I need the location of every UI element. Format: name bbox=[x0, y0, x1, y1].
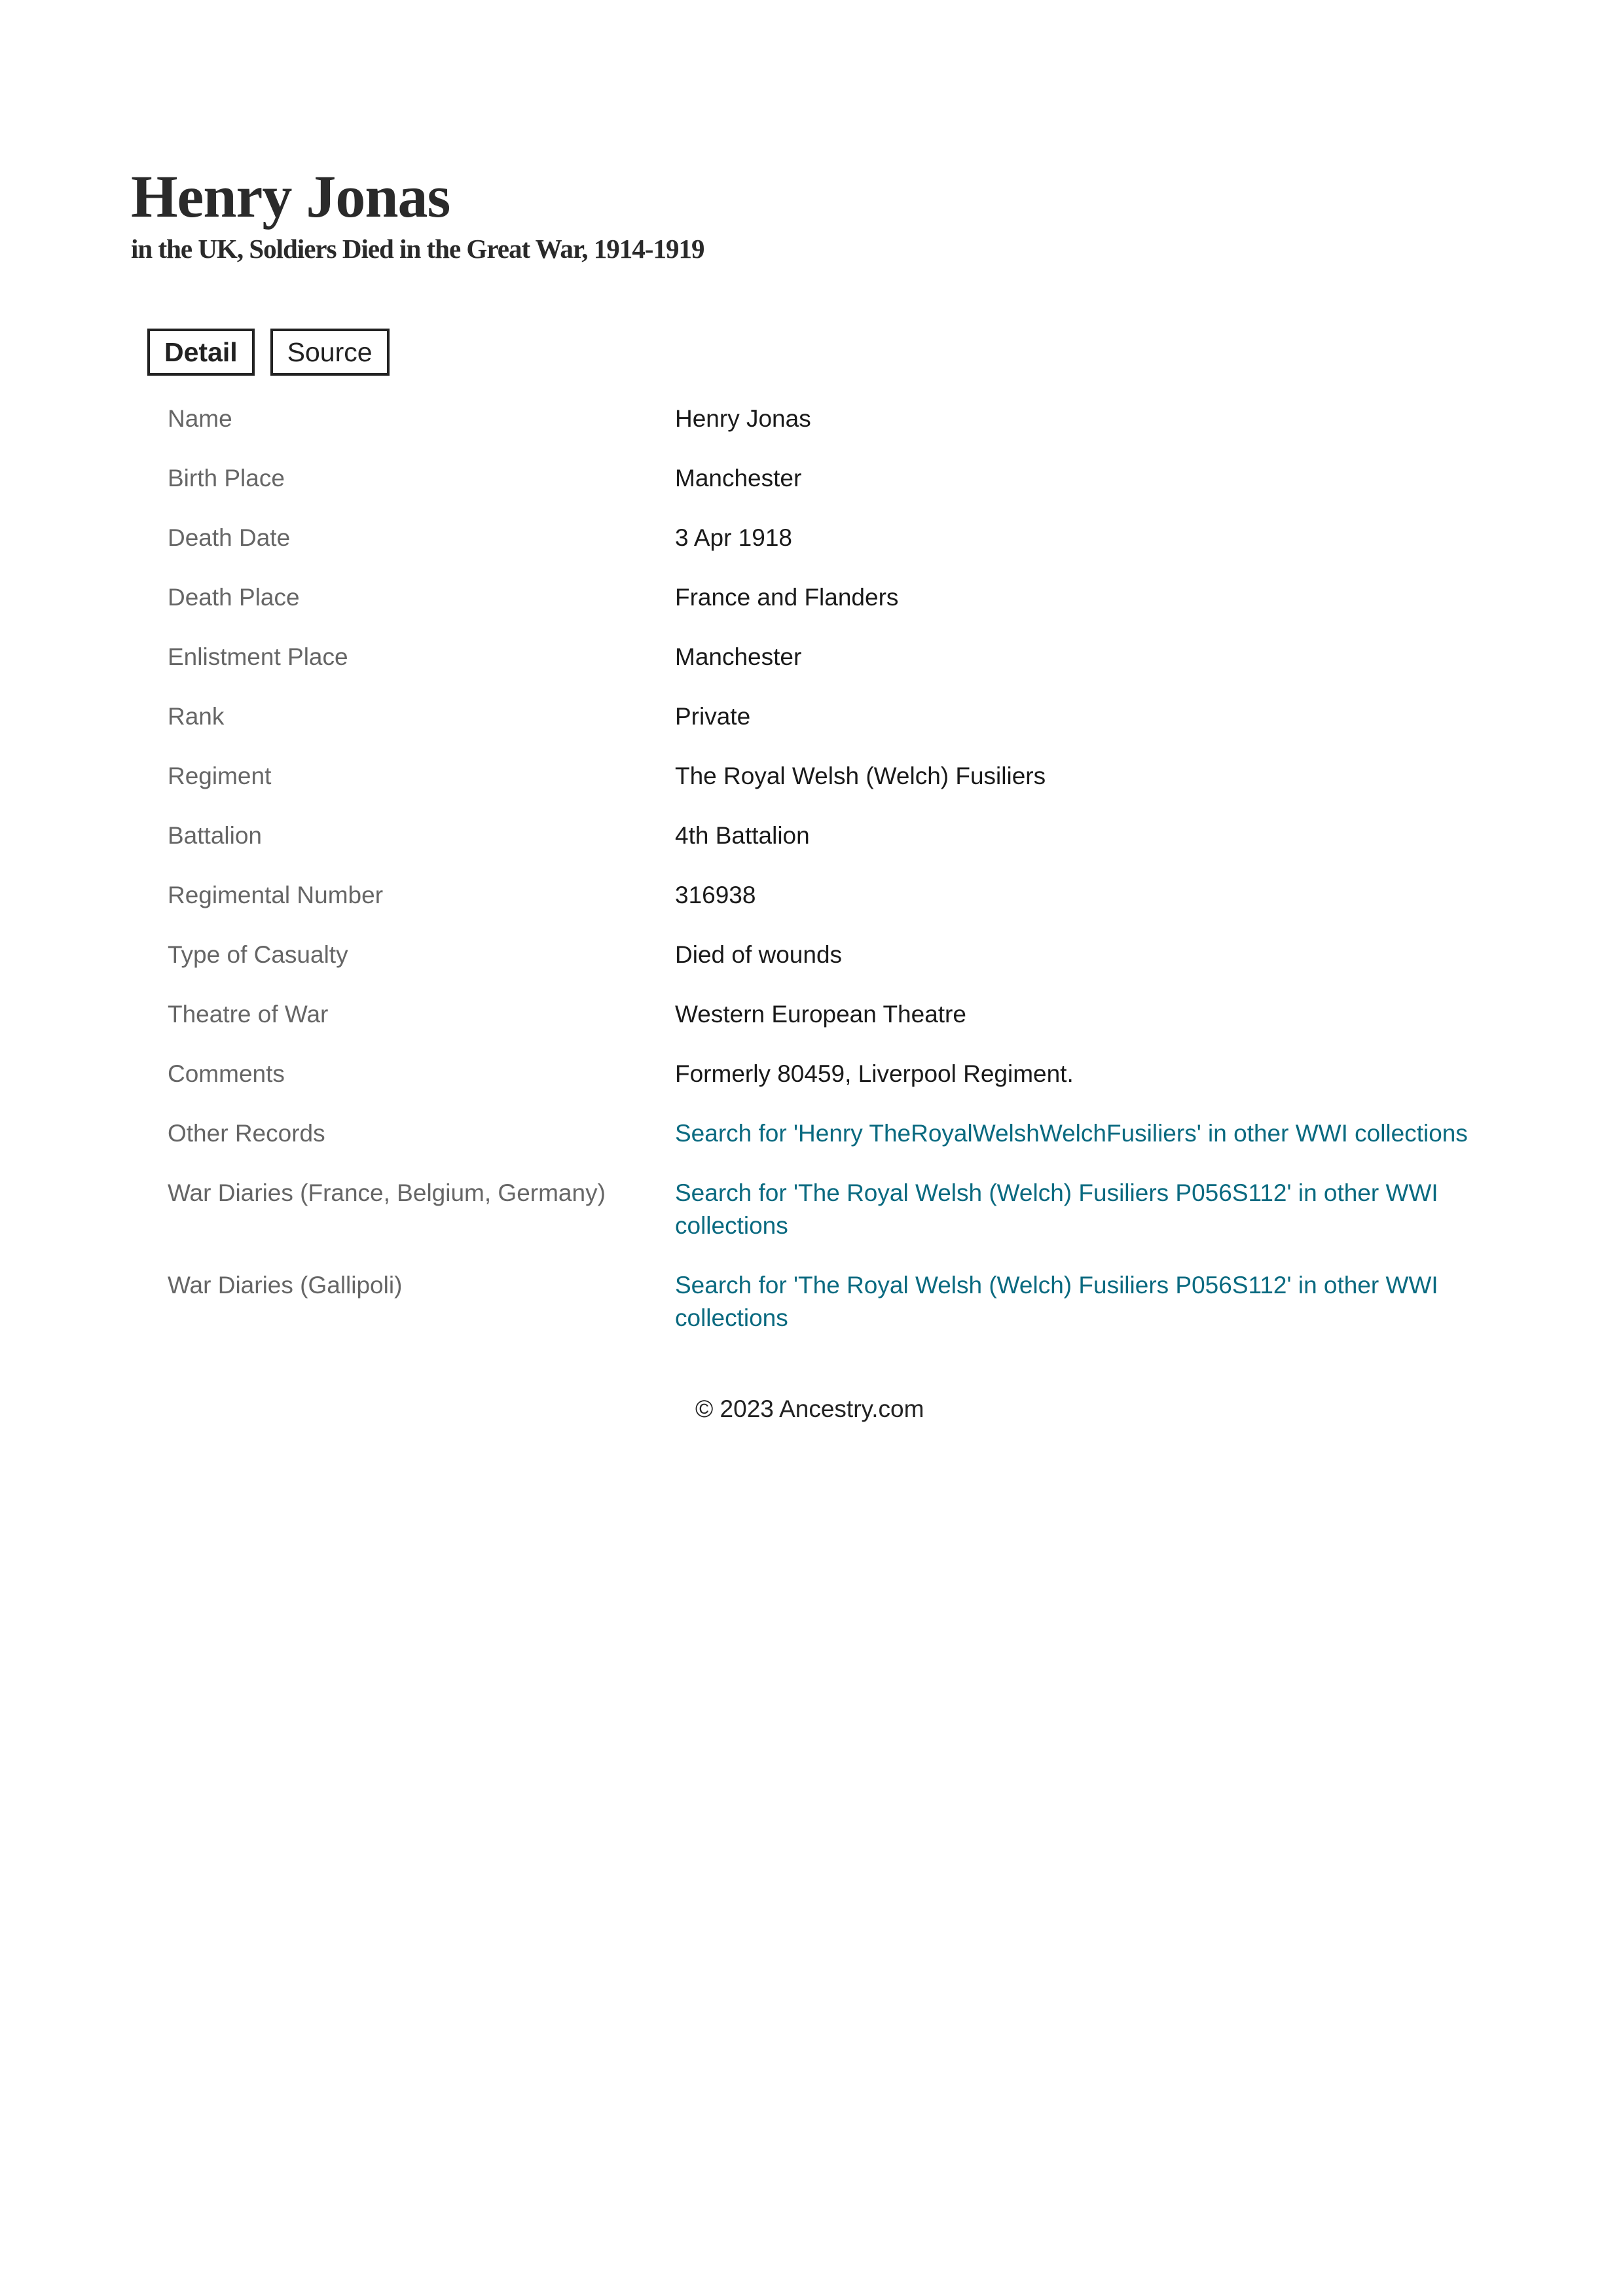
field-row-other-records bbox=[168, 1117, 1477, 1150]
field-value: Died of wounds bbox=[675, 941, 843, 968]
field-value: Manchester bbox=[675, 643, 802, 670]
field-value bbox=[675, 1269, 1474, 1335]
field-value: Manchester bbox=[675, 465, 802, 492]
field-label: War Diaries (Gallipoli) bbox=[168, 1272, 403, 1299]
field-row-theatre-of-war bbox=[168, 998, 1477, 1031]
field-value: Private bbox=[675, 703, 751, 730]
record-header bbox=[131, 160, 704, 265]
field-row-death-date bbox=[168, 522, 1477, 554]
field-label: Comments bbox=[168, 1060, 285, 1087]
field-label: Birth Place bbox=[168, 465, 285, 492]
field-label: Regimental Number bbox=[168, 882, 384, 908]
field-row-type-of-casualty bbox=[168, 939, 1477, 971]
field-label: Regiment bbox=[168, 762, 272, 789]
field-value: Formerly 80459, Liverpool Regiment. bbox=[675, 1060, 1074, 1087]
field-label: Theatre of War bbox=[168, 1001, 329, 1028]
field-value: Western European Theatre bbox=[675, 1001, 966, 1028]
field-value: 316938 bbox=[675, 882, 756, 908]
field-value: France and Flanders bbox=[675, 584, 899, 611]
field-label: Enlistment Place bbox=[168, 643, 348, 670]
page-title: Henry Jonas bbox=[131, 163, 450, 230]
other-records-search-link[interactable]: Search for 'Henry TheRoyalWelshWelchFusiliers' in other WWI collections bbox=[675, 1120, 1468, 1147]
field-label: Battalion bbox=[168, 822, 262, 849]
tab-detail[interactable]: Detail bbox=[147, 329, 255, 376]
field-row-regiment bbox=[168, 760, 1477, 793]
field-label: Death Date bbox=[168, 524, 291, 551]
field-value bbox=[675, 1117, 1474, 1150]
field-row-battalion bbox=[168, 819, 1477, 852]
field-label: War Diaries (France, Belgium, Germany) bbox=[168, 1179, 606, 1206]
field-row-war-diaries-france bbox=[168, 1177, 1477, 1242]
tab-source[interactable]: Source bbox=[270, 329, 390, 376]
record-tabs bbox=[147, 329, 390, 376]
collection-subtitle: in the UK, Soldiers Died in the Great War, 1914-1919 bbox=[131, 234, 704, 264]
field-label: Rank bbox=[168, 703, 225, 730]
field-row-comments bbox=[168, 1058, 1477, 1090]
war-diaries-gallipoli-search-link[interactable]: Search for 'The Royal Welsh (Welch) Fusiliers P056S112' in other WWI collections bbox=[675, 1272, 1438, 1331]
field-row-war-diaries-gallipoli bbox=[168, 1269, 1477, 1335]
field-value: Henry Jonas bbox=[675, 405, 811, 432]
war-diaries-france-search-link[interactable]: Search for 'The Royal Welsh (Welch) Fusiliers P056S112' in other WWI collections bbox=[675, 1179, 1438, 1239]
field-row-death-place bbox=[168, 581, 1477, 614]
field-label: Type of Casualty bbox=[168, 941, 348, 968]
field-row-enlistment-place bbox=[168, 641, 1477, 673]
copyright-footer: © 2023 Ancestry.com bbox=[695, 1395, 924, 1422]
field-label: Death Place bbox=[168, 584, 300, 611]
field-label: Name bbox=[168, 405, 232, 432]
field-label: Other Records bbox=[168, 1120, 325, 1147]
field-row-rank bbox=[168, 700, 1477, 733]
detail-table bbox=[168, 403, 1477, 1361]
field-value bbox=[675, 1177, 1474, 1242]
field-row-regimental-number bbox=[168, 879, 1477, 912]
field-value: The Royal Welsh (Welch) Fusiliers bbox=[675, 762, 1046, 789]
field-value: 4th Battalion bbox=[675, 822, 810, 849]
field-value: 3 Apr 1918 bbox=[675, 524, 792, 551]
field-row-birth-place bbox=[168, 462, 1477, 495]
field-row-name bbox=[168, 403, 1477, 435]
